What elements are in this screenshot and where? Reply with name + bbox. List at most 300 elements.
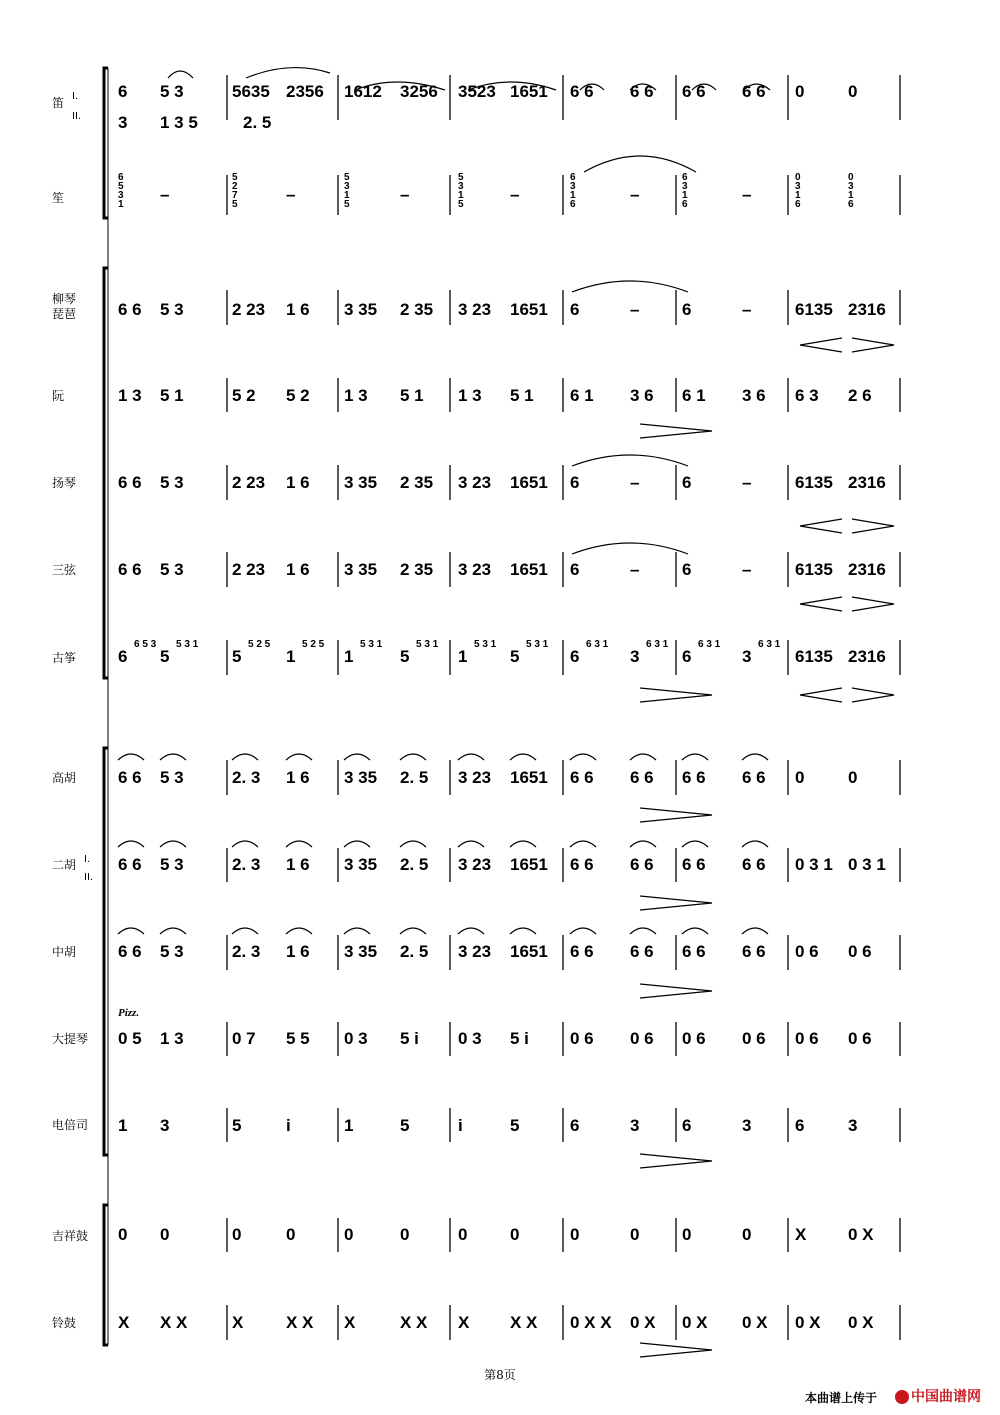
label-sheng: 笙 <box>52 191 65 205</box>
bow-slur <box>160 841 186 847</box>
gaohu-note: 0 <box>848 768 858 787</box>
zhonghu-note: 5 3 <box>160 942 184 961</box>
sheng-chord-digit: 3 <box>344 181 350 192</box>
bow-slur <box>682 841 708 847</box>
bass-note: 5 <box>510 1116 520 1135</box>
dizi_top-note: 5 3 <box>160 82 184 101</box>
daitiqin-note: 5 5 <box>286 1029 310 1048</box>
crescendo <box>800 338 842 352</box>
sanxian-note: 2 23 <box>232 560 266 579</box>
bow-slur <box>232 928 258 934</box>
jixianggu-note: 0 <box>344 1225 354 1244</box>
yangqin-note: – <box>742 473 752 492</box>
yangqin-note: 6 6 <box>118 473 142 492</box>
upload-note: 本曲谱上传于 <box>805 1391 878 1405</box>
ruan-note: 3 6 <box>630 386 654 405</box>
dizi_top-note: 6 6 <box>682 82 706 101</box>
erhu-note: 3 23 <box>458 855 492 874</box>
sheng-chord-digit: 5 <box>458 172 464 183</box>
zhonghu-note: 6 6 <box>682 942 706 961</box>
erhu-note: 6 6 <box>742 855 766 874</box>
sanxian-note: – <box>630 560 640 579</box>
site-logo <box>895 1386 981 1406</box>
linggu-note: X <box>344 1313 356 1332</box>
gaohu-note: 3 35 <box>344 768 378 787</box>
crescendo <box>800 597 842 611</box>
gaohu-note: 6 6 <box>630 768 654 787</box>
linggu-note: X <box>458 1313 470 1332</box>
daitiqin-note: 0 6 <box>682 1029 706 1048</box>
gaohu-note: 6 6 <box>742 768 766 787</box>
bow-slur <box>742 841 768 847</box>
sheng-chord-digit: 3 <box>118 190 124 201</box>
guzheng-note: 6 <box>570 647 580 666</box>
dizi_top-note: 1651 <box>510 82 548 101</box>
guzheng-note: 1 <box>458 647 468 666</box>
liuqin-note: 6 <box>570 300 580 319</box>
erhu-note: 1 6 <box>286 855 310 874</box>
decrescendo <box>640 984 712 998</box>
pizz-marking: Pizz. <box>118 1007 140 1019</box>
decrescendo <box>852 688 894 702</box>
ruan-note: 3 6 <box>742 386 766 405</box>
liuqin-note: – <box>630 300 640 319</box>
jixianggu-note: 0 <box>286 1225 296 1244</box>
sanxian-note: 2 35 <box>400 560 434 579</box>
sheng-chord-digit: 5 <box>232 199 238 210</box>
sanxian-note: 3 23 <box>458 560 492 579</box>
gaohu-note: 6 6 <box>118 768 142 787</box>
sheng-chord-digit: 7 <box>232 190 238 201</box>
linggu-note: X <box>232 1313 244 1332</box>
sheng-chord-digit: 5 <box>344 199 350 210</box>
bow-slur <box>400 841 426 847</box>
daitiqin-note: 0 6 <box>630 1029 654 1048</box>
daitiqin-note: 5 i <box>510 1029 529 1048</box>
site-name: 中国曲谱网 <box>911 1389 981 1405</box>
sheng-chord-digit: 1 <box>795 190 801 201</box>
jixianggu-note: 0 <box>232 1225 242 1244</box>
daitiqin-note: 0 3 <box>344 1029 368 1048</box>
label-dizi-part-2: II. <box>72 111 82 122</box>
erhu-note: 0 3 1 <box>848 855 886 874</box>
label-bass: 电倍司 <box>52 1118 89 1132</box>
decrescendo <box>852 519 894 533</box>
guzheng-note: 6135 <box>795 647 833 666</box>
crescendo <box>800 519 842 533</box>
sheng-chord-digit: 0 <box>795 172 801 183</box>
guzheng-note: 1 <box>344 647 354 666</box>
notes <box>118 82 886 1332</box>
bass-note: 5 <box>400 1116 410 1135</box>
linggu-note: 0 X <box>682 1313 708 1332</box>
zhonghu-note: 6 6 <box>742 942 766 961</box>
linggu-note: 0 X <box>848 1313 874 1332</box>
dizi_top-note: 0 <box>848 82 858 101</box>
gaohu-note: 5 3 <box>160 768 184 787</box>
label-yangqin: 扬琴 <box>52 476 77 490</box>
guzheng-note: 6 <box>118 647 128 666</box>
dizi_top-note: 1612 <box>344 82 382 101</box>
jixianggu-note: 0 <box>630 1225 640 1244</box>
daitiqin-note: 0 6 <box>848 1029 872 1048</box>
sheng-chord-digit: 6 <box>848 199 854 210</box>
bow-slur <box>160 928 186 934</box>
sheng-chord-digit: 5 <box>458 199 464 210</box>
bow-slur <box>630 928 656 934</box>
label-dizi: 笛 <box>52 96 65 110</box>
ruan-note: 2 6 <box>848 386 872 405</box>
bow-slur <box>742 754 768 760</box>
bow-slur <box>118 841 144 847</box>
sheng-note: – <box>742 185 752 204</box>
erhu-note: 0 3 1 <box>795 855 833 874</box>
guzheng-chord: 5 3 1 <box>474 639 497 650</box>
bass-note: 3 <box>742 1116 752 1135</box>
guzheng-chord: 5 2 5 <box>248 639 271 650</box>
bow-slur <box>286 841 312 847</box>
guzheng-chord: 5 2 5 <box>302 639 325 650</box>
bass-note: 6 <box>570 1116 580 1135</box>
sheng-chord-digit: 1 <box>344 190 350 201</box>
bass-note: 1 <box>344 1116 354 1135</box>
gaohu-note: 1 6 <box>286 768 310 787</box>
dizi-lower-note: 3 <box>118 113 128 132</box>
bow-slur <box>630 841 656 847</box>
label-erhu-part-1: I. <box>84 854 91 865</box>
sheng-chord-digit: 0 <box>848 172 854 183</box>
gaohu-note: 6 6 <box>682 768 706 787</box>
bracket-bowed <box>104 748 108 1155</box>
tie <box>572 543 688 554</box>
liuqin-note: 2 35 <box>400 300 434 319</box>
sheng-chord-digit: 3 <box>795 181 801 192</box>
instrument-labels <box>52 91 93 1330</box>
sheng-chord-digit: 5 <box>232 172 238 183</box>
sheng-note: – <box>630 185 640 204</box>
liuqin-note: 6 <box>682 300 692 319</box>
liuqin-note: 3 35 <box>344 300 378 319</box>
zhonghu-note: 0 6 <box>848 942 872 961</box>
sheng-chord-digit: 6 <box>682 199 688 210</box>
jixianggu-note: 0 <box>510 1225 520 1244</box>
guzheng-note: 6 <box>682 647 692 666</box>
liuqin-note: – <box>742 300 752 319</box>
linggu-note: 0 X <box>630 1313 656 1332</box>
sheng-note: – <box>286 185 296 204</box>
decrescendo <box>852 597 894 611</box>
sheng-note: – <box>510 185 520 204</box>
decrescendo <box>640 424 712 438</box>
dizi_top-note: 0 <box>795 82 805 101</box>
liuqin-note: 1651 <box>510 300 548 319</box>
sanxian-note: 6135 <box>795 560 833 579</box>
bracket-winds <box>104 68 108 218</box>
erhu-note: 2. 3 <box>232 855 261 874</box>
barlines <box>227 75 900 1340</box>
guzheng-note: 1 <box>286 647 296 666</box>
label-guzheng: 古筝 <box>52 651 77 665</box>
ruan-note: 1 3 <box>118 386 142 405</box>
decrescendo <box>852 338 894 352</box>
sheng-chord-digit: 6 <box>795 199 801 210</box>
yangqin-note: 1651 <box>510 473 548 492</box>
erhu-note: 3 35 <box>344 855 378 874</box>
bow-slur <box>400 928 426 934</box>
sheng-chord-digit: 1 <box>458 190 464 201</box>
guzheng-chord: 5 3 1 <box>526 639 549 650</box>
daitiqin-note: 0 7 <box>232 1029 256 1048</box>
bow-slur <box>510 754 536 760</box>
sheng-chord-digit: 1 <box>570 190 576 201</box>
gaohu-note: 3 23 <box>458 768 492 787</box>
jixianggu-note: 0 <box>118 1225 128 1244</box>
decrescendo <box>640 1343 712 1357</box>
bass-note: i <box>458 1116 463 1135</box>
guzheng-chord: 6 5 3 <box>134 639 157 650</box>
slur <box>168 71 193 78</box>
sheng-chord-digit: 2 <box>232 181 238 192</box>
ruan-note: 1 3 <box>344 386 368 405</box>
bow-slur <box>570 928 596 934</box>
label-dizi-part-1: I. <box>72 91 79 102</box>
sheng-chord-digit: 3 <box>848 181 854 192</box>
ruan-note: 1 3 <box>458 386 482 405</box>
jixianggu-note: 0 <box>570 1225 580 1244</box>
bow-slur <box>400 754 426 760</box>
bow-slur <box>510 928 536 934</box>
bow-slur <box>742 928 768 934</box>
page-number: 第8页 <box>484 1368 516 1382</box>
yangqin-note: 1 6 <box>286 473 310 492</box>
zhonghu-note: 1 6 <box>286 942 310 961</box>
ruan-note: 5 2 <box>286 386 310 405</box>
erhu-note: 6 6 <box>118 855 142 874</box>
dizi-lower-note: 1 3 5 <box>160 113 198 132</box>
daitiqin-note: 0 6 <box>795 1029 819 1048</box>
jixianggu-note: 0 <box>742 1225 752 1244</box>
sheng-chord-digit: 3 <box>570 181 576 192</box>
label-gaohu: 高胡 <box>52 771 77 785</box>
bow-slur <box>118 754 144 760</box>
bracket-percussion <box>104 1205 108 1345</box>
label-zhonghu: 中胡 <box>52 945 77 959</box>
guzheng-note: 3 <box>742 647 752 666</box>
sheng-chord-digit: 1 <box>848 190 854 201</box>
daitiqin-note: 0 3 <box>458 1029 482 1048</box>
bow-slur <box>458 754 484 760</box>
sanxian-note: 3 35 <box>344 560 378 579</box>
linggu-note: X <box>118 1313 130 1332</box>
guzheng-note: 5 <box>510 647 520 666</box>
yangqin-note: 6 <box>682 473 692 492</box>
sheng-chord-digit: 5 <box>344 172 350 183</box>
daitiqin-note: 1 3 <box>160 1029 184 1048</box>
daitiqin-note: 0 5 <box>118 1029 142 1048</box>
yangqin-note: – <box>630 473 640 492</box>
dizi_top-note: 2356 <box>286 82 324 101</box>
slurs <box>118 68 770 934</box>
decrescendo <box>640 688 712 702</box>
sanxian-note: 2316 <box>848 560 886 579</box>
bracket-plucked <box>104 268 108 678</box>
linggu-note: X X <box>510 1313 538 1332</box>
gaohu-note: 0 <box>795 768 805 787</box>
bow-slur <box>682 754 708 760</box>
gaohu-note: 1651 <box>510 768 548 787</box>
bow-slur <box>510 841 536 847</box>
liuqin-note: 6135 <box>795 300 833 319</box>
zhonghu-note: 6 6 <box>570 942 594 961</box>
linggu-note: 0 X <box>742 1313 768 1332</box>
decrescendo <box>640 808 712 822</box>
sanxian-note: 6 <box>570 560 580 579</box>
bass-note: 5 <box>232 1116 242 1135</box>
sheng-chord-digit: 6 <box>570 172 576 183</box>
label-ruan: 阮 <box>52 389 65 403</box>
guzheng-chord: 5 3 1 <box>416 639 439 650</box>
ruan-note: 5 1 <box>510 386 534 405</box>
liuqin-note: 6 6 <box>118 300 142 319</box>
gaohu-note: 6 6 <box>570 768 594 787</box>
bow-slur <box>458 928 484 934</box>
guzheng-chord: 6 3 1 <box>758 639 781 650</box>
jixianggu-note: 0 <box>682 1225 692 1244</box>
bow-slur <box>344 841 370 847</box>
erhu-note: 5 3 <box>160 855 184 874</box>
gaohu-note: 2. 5 <box>400 768 429 787</box>
linggu-note: 0 X <box>795 1313 821 1332</box>
daitiqin-note: 0 6 <box>570 1029 594 1048</box>
erhu-note: 1651 <box>510 855 548 874</box>
bass-note: i <box>286 1116 291 1135</box>
guzheng-chord: 6 3 1 <box>586 639 609 650</box>
linggu-note: 0 X X <box>570 1313 612 1332</box>
yangqin-note: 5 3 <box>160 473 184 492</box>
sheng-chord-digit: 3 <box>682 181 688 192</box>
bow-slur <box>118 928 144 934</box>
bass-note: 1 <box>118 1116 128 1135</box>
decrescendo <box>640 896 712 910</box>
yangqin-note: 6135 <box>795 473 833 492</box>
ruan-note: 5 1 <box>160 386 184 405</box>
zhonghu-note: 6 6 <box>630 942 654 961</box>
sheng-chord-digit: 6 <box>682 172 688 183</box>
sanxian-note: 5 3 <box>160 560 184 579</box>
sheng-chord-digit: 6 <box>118 172 124 183</box>
guzheng-chord: 6 3 1 <box>646 639 669 650</box>
ruan-note: 6 1 <box>570 386 594 405</box>
decrescendo <box>640 1154 712 1168</box>
tie <box>584 156 696 172</box>
erhu-note: 6 6 <box>682 855 706 874</box>
zhonghu-note: 2. 5 <box>400 942 429 961</box>
bass-note: 3 <box>630 1116 640 1135</box>
dizi_top-note: 5635 <box>232 82 270 101</box>
sheng-note: – <box>400 185 410 204</box>
yangqin-note: 2 35 <box>400 473 434 492</box>
yangqin-note: 3 23 <box>458 473 492 492</box>
zhonghu-note: 1651 <box>510 942 548 961</box>
sanxian-note: 1 6 <box>286 560 310 579</box>
label-erhu: 二胡 <box>52 858 77 872</box>
liuqin-note: 3 23 <box>458 300 492 319</box>
zhonghu-note: 2. 3 <box>232 942 261 961</box>
sheng-note: – <box>160 185 170 204</box>
erhu-note: 6 6 <box>630 855 654 874</box>
sheng-chord-digit: 1 <box>682 190 688 201</box>
liuqin-note: 2316 <box>848 300 886 319</box>
yangqin-note: 6 <box>570 473 580 492</box>
daitiqin-note: 5 i <box>400 1029 419 1048</box>
ruan-note: 6 1 <box>682 386 706 405</box>
bass-note: 3 <box>160 1116 170 1135</box>
linggu-note: X X <box>160 1313 188 1332</box>
dizi_top-note: 6 <box>118 82 128 101</box>
tie <box>572 455 688 466</box>
tie <box>572 281 688 292</box>
sheng-chord-digit: 6 <box>570 199 576 210</box>
daitiqin-note: 0 6 <box>742 1029 766 1048</box>
bow-slur <box>458 841 484 847</box>
logo-icon <box>895 1390 909 1404</box>
erhu-note: 6 6 <box>570 855 594 874</box>
label-liuqin: 柳琴 <box>52 292 77 306</box>
ruan-note: 5 1 <box>400 386 424 405</box>
yangqin-note: 3 35 <box>344 473 378 492</box>
zhonghu-note: 3 23 <box>458 942 492 961</box>
guzheng-chord: 5 3 1 <box>176 639 199 650</box>
sanxian-note: – <box>742 560 752 579</box>
sheng-chord-digit: 3 <box>458 181 464 192</box>
label-sanxian: 三弦 <box>52 563 77 577</box>
bow-slur <box>682 928 708 934</box>
bow-slur <box>570 754 596 760</box>
bass-note: 6 <box>795 1116 805 1135</box>
label-linggu: 铃鼓 <box>52 1316 77 1330</box>
crescendo <box>800 688 842 702</box>
dizi_top-note: 3256 <box>400 82 438 101</box>
zhonghu-note: 0 6 <box>795 942 819 961</box>
sanxian-note: 6 <box>682 560 692 579</box>
guzheng-note: 5 <box>232 647 242 666</box>
jixianggu-note: 0 X <box>848 1225 874 1244</box>
jixianggu-note: 0 <box>400 1225 410 1244</box>
ruan-note: 5 2 <box>232 386 256 405</box>
bow-slur <box>286 754 312 760</box>
sheng-chord-digit: 5 <box>118 181 124 192</box>
slur <box>246 68 330 78</box>
bow-slur <box>160 754 186 760</box>
liuqin-note: 2 23 <box>232 300 266 319</box>
bow-slur <box>232 754 258 760</box>
erhu-note: 2. 5 <box>400 855 429 874</box>
label-jixianggu: 吉祥鼓 <box>52 1229 89 1243</box>
guzheng-note: 2316 <box>848 647 886 666</box>
dizi_top-note: 6 6 <box>630 82 654 101</box>
yangqin-note: 2316 <box>848 473 886 492</box>
dizi-lower-note: 2. 5 <box>243 113 272 132</box>
yangqin-note: 2 23 <box>232 473 266 492</box>
ruan-note: 6 3 <box>795 386 819 405</box>
bow-slur <box>630 754 656 760</box>
jixianggu-note: X <box>795 1225 807 1244</box>
sanxian-note: 1651 <box>510 560 548 579</box>
zhonghu-note: 3 35 <box>344 942 378 961</box>
bow-slur <box>344 928 370 934</box>
guzheng-note: 5 <box>160 647 170 666</box>
bass-note: 6 <box>682 1116 692 1135</box>
